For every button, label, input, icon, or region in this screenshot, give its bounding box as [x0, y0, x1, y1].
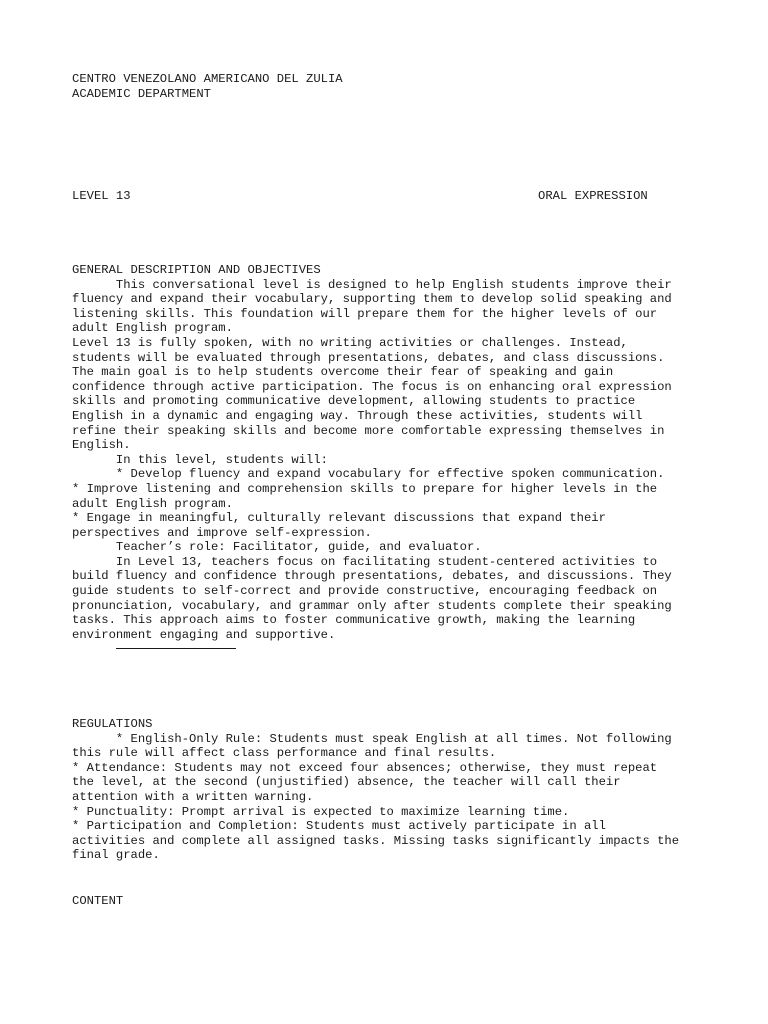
text-line: listening skills. This foundation will prepare them for the higher levels of our: [72, 306, 658, 321]
text-line: In this level, students will:: [72, 452, 328, 467]
text-line: guide students to self-correct and provide constructive, encouraging feedback on: [72, 584, 658, 599]
organization-name: CENTRO VENEZOLANO AMERICANO DEL ZULIA: [72, 72, 343, 86]
section-divider: [116, 648, 236, 649]
document-header: [72, 72, 343, 101]
text-line: perspectives and improve self-expression.: [72, 525, 372, 540]
general-description-heading: GENERAL DESCRIPTION AND OBJECTIVES: [72, 263, 321, 277]
content-section: [72, 894, 123, 909]
text-line: Teacher’s role: Facilitator, guide, and evaluator.: [72, 540, 482, 555]
text-line: final grade.: [72, 848, 160, 863]
text-line: * Improve listening and comprehension skills to prepare for higher levels in the: [72, 481, 658, 496]
text-line: refine their speaking skills and become more comfortable expressing themselves in: [72, 423, 665, 438]
text-line: * Punctuality: Prompt arrival is expected to maximize learning time.: [72, 804, 570, 819]
text-line: pronunciation, vocabulary, and grammar only after students complete their speaking: [72, 598, 672, 613]
text-line: environment engaging and supportive.: [72, 627, 336, 642]
text-line: * Develop fluency and expand vocabulary for effective spoken communication.: [72, 467, 665, 482]
regulations-section: [72, 717, 679, 863]
level-label: LEVEL 13: [72, 189, 131, 203]
text-line: confidence through active participation. The focus is on enhancing oral expression: [72, 379, 672, 394]
content-heading: CONTENT: [72, 894, 124, 908]
text-line: fluency and expand their vocabulary, supporting them to develop solid speaking and: [72, 292, 672, 307]
text-line: build fluency and confidence through presentations, debates, and discussions. They: [72, 569, 672, 584]
text-line: skills and promoting communicative development, allowing students to practice: [72, 394, 636, 409]
text-line: This conversational level is designed to help English students improve their: [72, 277, 672, 292]
subject-label: ORAL EXPRESSION: [538, 189, 648, 203]
course-title-row: [72, 189, 692, 204]
text-line: tasks. This approach aims to foster communicative growth, making the learning: [72, 613, 636, 628]
text-line: activities and complete all assigned tasks. Missing tasks significantly impacts the: [72, 833, 680, 848]
text-line: The main goal is to help students overcome their fear of speaking and gain: [72, 365, 614, 380]
text-line: the level, at the second (unjustified) absence, the teacher will call their: [72, 775, 621, 790]
text-line: In Level 13, teachers focus on facilitating student-centered activities to: [72, 554, 658, 569]
text-line: adult English program.: [72, 496, 233, 511]
text-line: attention with a written warning.: [72, 789, 314, 804]
text-line: English in a dynamic and engaging way. Through these activities, students will: [72, 408, 643, 423]
text-line: Level 13 is fully spoken, with no writing activities or challenges. Instead,: [72, 335, 628, 350]
text-line: English.: [72, 438, 131, 453]
text-line: students will be evaluated through presentations, debates, and class discussions.: [72, 350, 665, 365]
department-name: ACADEMIC DEPARTMENT: [72, 86, 211, 101]
text-line: this rule will affect class performance and final results.: [72, 746, 497, 761]
general-description-section: [72, 263, 672, 649]
text-line: * Attendance: Students may not exceed four absences; otherwise, they must repeat: [72, 760, 658, 775]
text-line: * Engage in meaningful, culturally relevant discussions that expand their: [72, 511, 606, 526]
text-line: * English-Only Rule: Students must speak English at all times. Not following: [72, 731, 672, 746]
regulations-heading: REGULATIONS: [72, 717, 153, 731]
text-line: * Participation and Completion: Students must actively participate in all: [72, 819, 606, 834]
text-line: adult English program.: [72, 321, 233, 336]
